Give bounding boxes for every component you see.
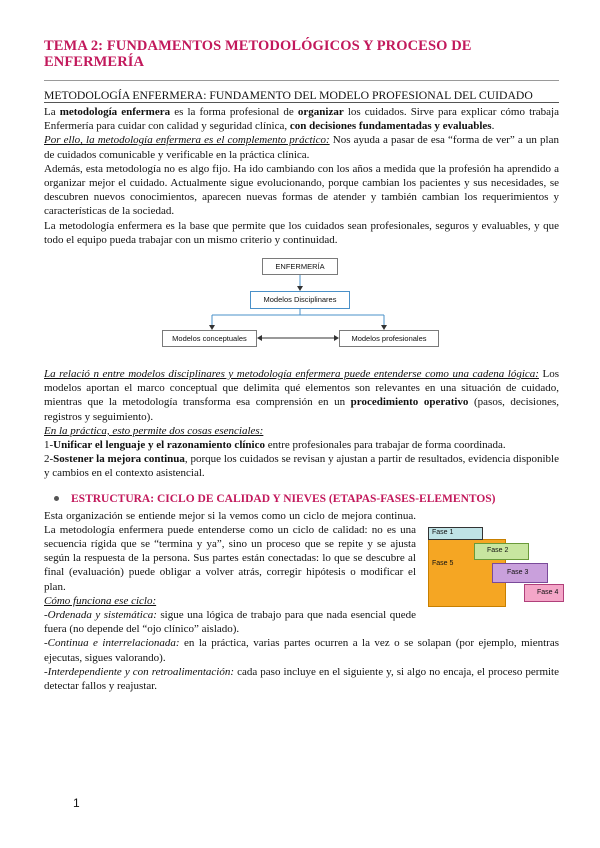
- page-number: 1: [73, 796, 80, 810]
- paragraph: La metodología enfermera es la base que permite que los cuidados sean profesionales, seguros y evaluables, y que todo el equipo pueda trabajar con un mismo criterio y continuidad.: [44, 219, 559, 246]
- paragraph: -Continua e interrelacionada: en la práctica, varias partes ocurren a la vez o se solapan (por ejemplo, mientras ejecutas, sigues valorando).: [44, 637, 559, 664]
- document-page: [44, 38, 559, 693]
- paragraph: Cómo funciona ese ciclo:: [44, 594, 157, 607]
- cycle-phase-4: Fase 4: [524, 584, 564, 602]
- paragraph: Además, esta metodología no es algo fijo. Ha ido cambiando con los años a medida que la profesión ha aprendido a organizar mejor el cuidado. Actualmente sigue evolucionando, porque cambian los pacientes y sus necesidades, se descubren nuevos conocimientos, aparecen nuevas formas de atender y también cambian los requerimientos y características de la sociedad.: [44, 162, 559, 218]
- quality-cycle-diagram: [428, 527, 563, 607]
- bullet-icon: [54, 496, 59, 501]
- models-diagram: [44, 253, 559, 363]
- paragraph: En la práctica, esto permite dos cosas esenciales:: [44, 424, 264, 437]
- diagram-node-modelos-profesionales: Modelos profesionales: [339, 330, 439, 347]
- diagram-node-modelos-conceptuales: Modelos conceptuales: [162, 330, 257, 347]
- list-item: 1-Unificar el lenguaje y el razonamiento clínico entre profesionales para trabajar de forma coordinada.: [44, 439, 506, 452]
- cycle-phase-3: Fase 3: [492, 563, 548, 583]
- paragraph: La relació n entre modelos disciplinares y metodología enfermera puede entenderse como una cadena lógica: Los modelos aportan el marco conceptual que delimita qué elementos son relevantes en una situación de cuidado, mientras que la metodología transforma esa comprensión en un procedimiento operativo (pasos, decisiones, registros y seguimiento).: [44, 368, 559, 423]
- paragraph: -Interdependiente y con retroalimentación: cada paso incluye en el siguiente y, si algo no encaja, el proceso permite detectar fallos y reajustar.: [44, 665, 559, 693]
- section-heading-metodologia: METODOLOGÍA ENFERMERA: FUNDAMENTO DEL MODELO PROFESIONAL DEL CUIDADO: [44, 89, 559, 103]
- cycle-phase-1: Fase 1: [428, 527, 483, 540]
- paragraph: -Ordenada y sistemática: sigue una lógica de trabajo para que nada esencial quede fuera (no depende del “ojo clínico” aislado).: [44, 609, 416, 636]
- diagram-node-enfermeria: ENFERMERÍA: [262, 258, 338, 275]
- cycle-phase-2: Fase 2: [474, 543, 529, 560]
- diagram-node-modelos-disciplinares: Modelos Disciplinares: [250, 291, 350, 309]
- title-divider: [44, 80, 559, 81]
- section-heading-estructura: ESTRUCTURA: CICLO DE CALIDAD Y NIEVES (ETAPAS-FASES-ELEMENTOS): [44, 493, 559, 505]
- paragraph: La metodología enfermera es la forma profesional de organizar los cuidados. Sirve para explicar cómo trabaja Enfermería para cuidar con calidad y seguridad clínica, con decisiones fundamentadas y evaluables.: [44, 106, 559, 133]
- paragraph: Por ello, la metodología enfermera es el complemento práctico: Nos ayuda a pasar de esa “forma de ver” a un plan de cuidados comunicable y verificable en la práctica clínica.: [44, 134, 559, 161]
- page-title: TEMA 2: FUNDAMENTOS METODOLÓGICOS Y PROCESO DE ENFERMERÍA: [44, 38, 472, 70]
- paragraph: Esta organización se entiende mejor si la vemos como un ciclo de mejora continua. La metodología enfermera puede entenderse como un ciclo de calidad: no es una secuencia rígida que se “termina y ya”, sino un proceso que se repite y se ajusta según la respuesta de la persona. Sus partes están conectadas: lo que se descubre al final (evaluación) puede obligar a volver atrás, corregir hipótesis o modificar el plan.: [44, 509, 416, 593]
- cycle-phase-5: Fase 5: [428, 539, 506, 607]
- cycle-section: [44, 509, 559, 637]
- list-item: 2-Sostener la mejora continua, porque los cuidados se revisan y ajustan a partir de resultados, evidencia disponible y cambios en el contexto asistencial.: [44, 453, 559, 480]
